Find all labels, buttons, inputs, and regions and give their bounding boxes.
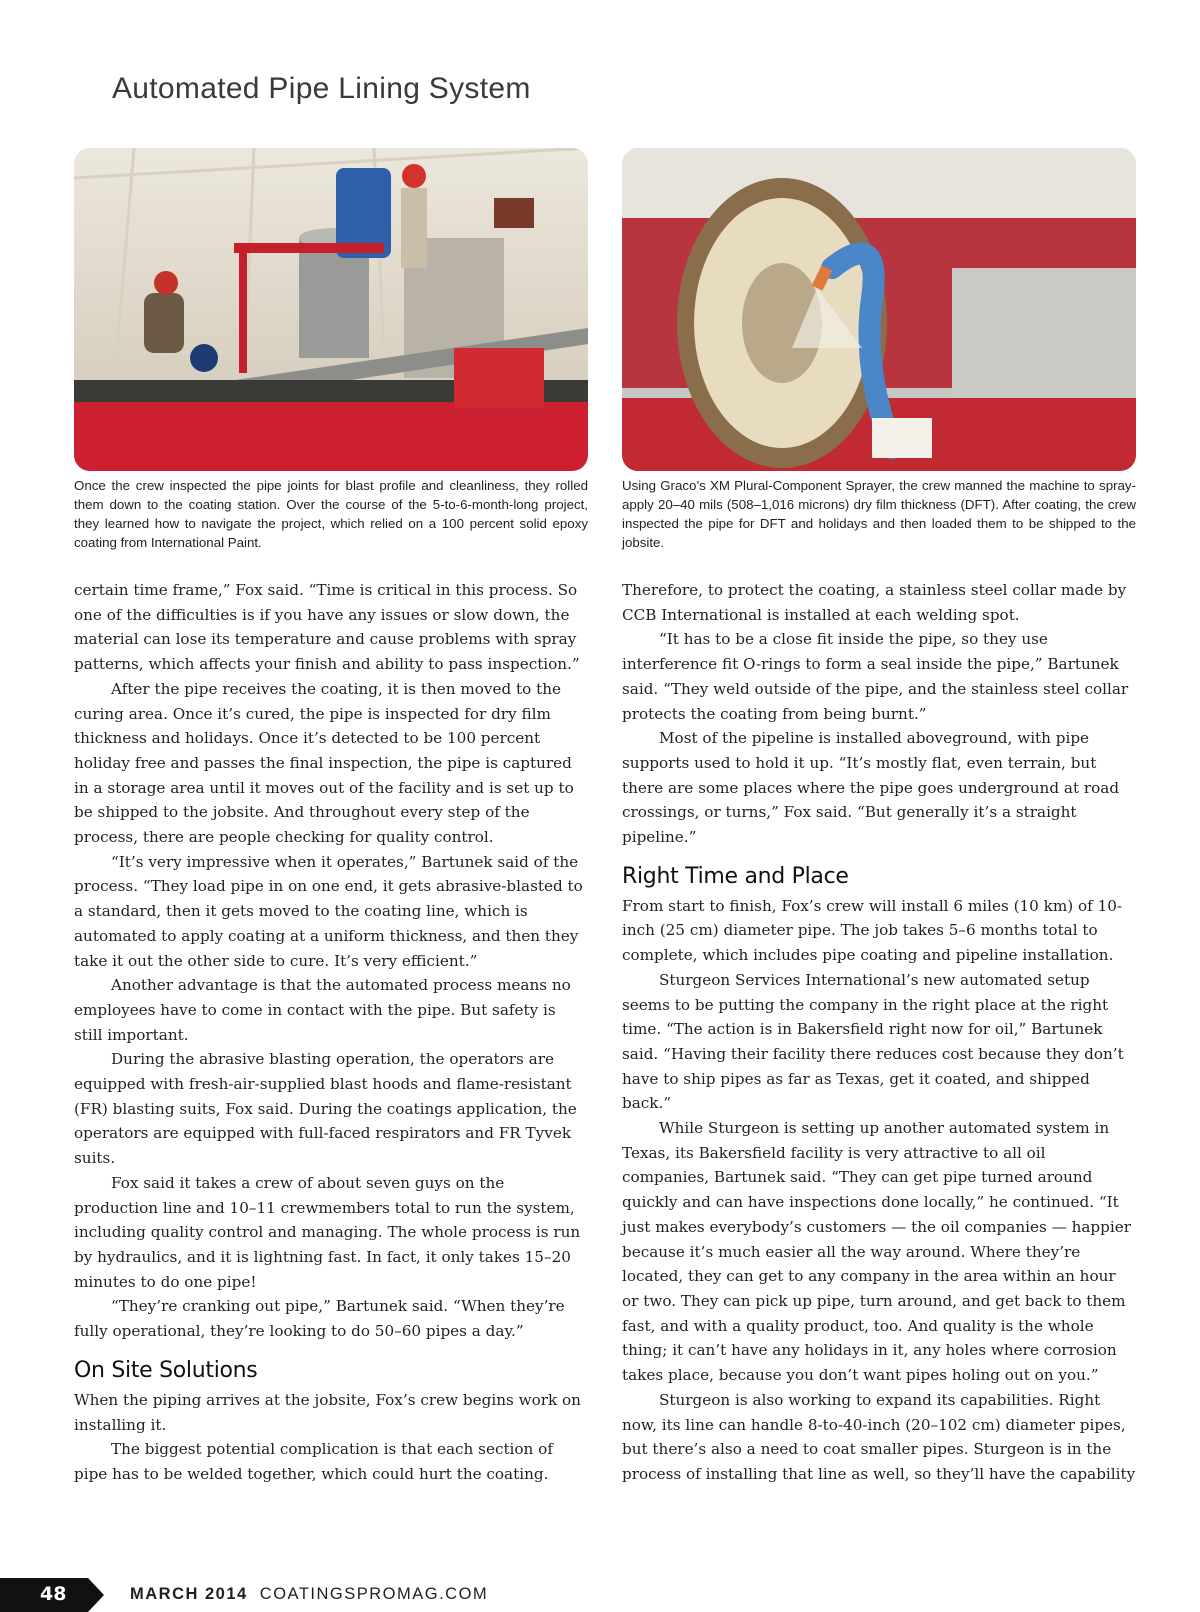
paragraph: “It’s very impressive when it operates,” Bartunek said of the process. “They load pipe in on one end, it gets abrasive-blasted to a standard, then it gets moved to the coating line, which is automated to apply coating at a uniform thickness, and then they take it out the other side to cure. It’s very efficient.”	[74, 852, 583, 970]
paragraph: “It has to be a close fit inside the pipe, so they use interference fit O-rings to form a seal inside the pipe,” Bartunek said. “They weld outside of the pipe, and the stainless steel collar protects the coating from being burnt.”	[622, 630, 1129, 723]
paragraph: Sturgeon Services International’s new automated setup seems to be putting the company in the right place at the right time. “The action is in Bakersfield right now for oil,” Bartunek said. “Having their facility there reduces cost because they don’t have to ship pipes as far as Texas, get it coated, and shipped back.”	[622, 970, 1124, 1113]
paragraph: During the abrasive blasting operation, the operators are equipped with fresh-air-supplied blast hoods and flame-resistant (FR) blasting suits, Fox said. During the coatings application, the operators are equipped with full-faced respirators and FR Tyvek suits.	[74, 1050, 577, 1168]
pipe-spray-photo	[622, 148, 1136, 471]
paragraph: The biggest potential complication is that each section of pipe has to be welded together, which could hurt the coating.	[74, 1440, 553, 1483]
pipe-spray-illustration	[622, 148, 1136, 471]
paragraph: Another advantage is that the automated process means no employees have to come in contact with the pipe. But safety is still important.	[74, 976, 571, 1044]
page-header-title: Automated Pipe Lining System	[112, 72, 531, 105]
section-heading-right-time-and-place: Right Time and Place	[622, 863, 849, 889]
photo-caption-right: Using Graco’s XM Plural-Component Sprayer, the crew manned the machine to spray-apply 20–40 mils (508–1,016 microns) dry film thickness (DFT). After coating, the crew inspected the pipe for DFT and holidays and then loaded them to be shipped to the jobsite.	[622, 478, 1136, 550]
paragraph: While Sturgeon is setting up another automated system in Texas, its Bakersfield facility is very attractive to all oil companies, Bartunek said. “They can get pipe turned around quickly and can have inspections done locally,” he continued. “It just makes everybody’s customers — the oil companies — happier because it’s much easier all the way around. Where they’re located, they can get to any company in the area within an hour or two. They can pick up pipe, turn around, and get back to them fast, and with a quality product, too. And quality is the whole thing; it can’t have any holidays in it, any holes where corrosion takes place, because you don’t want pipes holing out on you.”	[622, 1119, 1131, 1385]
paragraph: After the pipe receives the coating, it is then moved to the curing area. Once it’s cured, the pipe is inspected for dry film thickness and holidays. Once it’s detected to be 100 percent holiday free and passes the final inspection, the pipe is captured in a storage area until it moves out of the facility and is set up to be shipped to the jobsite. And throughout every step of the process, there are people checking for quality control.	[74, 679, 574, 847]
paragraph: Sturgeon is also working to expand its capabilities. Right now, its line can handle 8-to-40-inch (20–102 cm) diameter pipes, but there’s also a need to coat smaller pipes. Sturgeon is in the process of installing that line as well, so they’ll have the capability	[622, 1390, 1136, 1483]
coating-station-illustration	[74, 148, 588, 471]
article-column-right	[622, 578, 1136, 1487]
paragraph: When the piping arrives at the jobsite, Fox’s crew begins work on installing it.	[74, 1390, 581, 1434]
paragraph: “They’re cranking out pipe,” Bartunek said. “When they’re fully operational, they’re looking to do 50–60 pipes a day.”	[74, 1297, 565, 1341]
paragraph: Fox said it takes a crew of about seven guys on the production line and 10–11 crewmembers total to run the system, including quality control and managing. The whole process is run by hydraulics, and it is lightning fast. In fact, it only takes 15–20 minutes to do one pipe!	[74, 1173, 581, 1291]
paragraph: Therefore, to protect the coating, a stainless steel collar made by CCB International is installed at each welding spot.	[622, 581, 1127, 624]
page-number: 48	[40, 1583, 67, 1605]
photo-caption-left: Once the crew inspected the pipe joints for blast profile and cleanliness, they rolled them down to the coating station. Over the course of the 5-to-6-month-long project, they learned how to navigate the project, which relied on a 100 percent solid epoxy coating from International Paint.	[74, 478, 588, 550]
footer-website: COATINGSPROMAG.COM	[259, 1585, 489, 1603]
article-column-left	[74, 578, 588, 1487]
paragraph: From start to finish, Fox’s crew will install 6 miles (10 km) of 10-inch (25 cm) diameter pipe. The job takes 5–6 months total to complete, which includes pipe coating and pipeline installation.	[622, 896, 1123, 965]
paragraph: Most of the pipeline is installed aboveground, with pipe supports used to hold it up. “It’s mostly flat, even terrain, but there are some places where the pipe goes underground at road crossings, or turns,” Fox said. “But generally it’s a straight pipeline.”	[622, 729, 1120, 847]
paragraph: certain time frame,” Fox said. “Time is critical in this process. So one of the difficulties is if you have any issues or slow down, the material can lose its temperature and cause problems with spray patterns, which affects your finish and ability to pass inspection.”	[74, 581, 580, 674]
footer-issue-line	[130, 1585, 488, 1604]
coating-station-photo	[74, 148, 588, 471]
footer-issue-date: MARCH 2014	[130, 1585, 248, 1603]
section-heading-on-site-solutions: On Site Solutions	[74, 1357, 258, 1383]
